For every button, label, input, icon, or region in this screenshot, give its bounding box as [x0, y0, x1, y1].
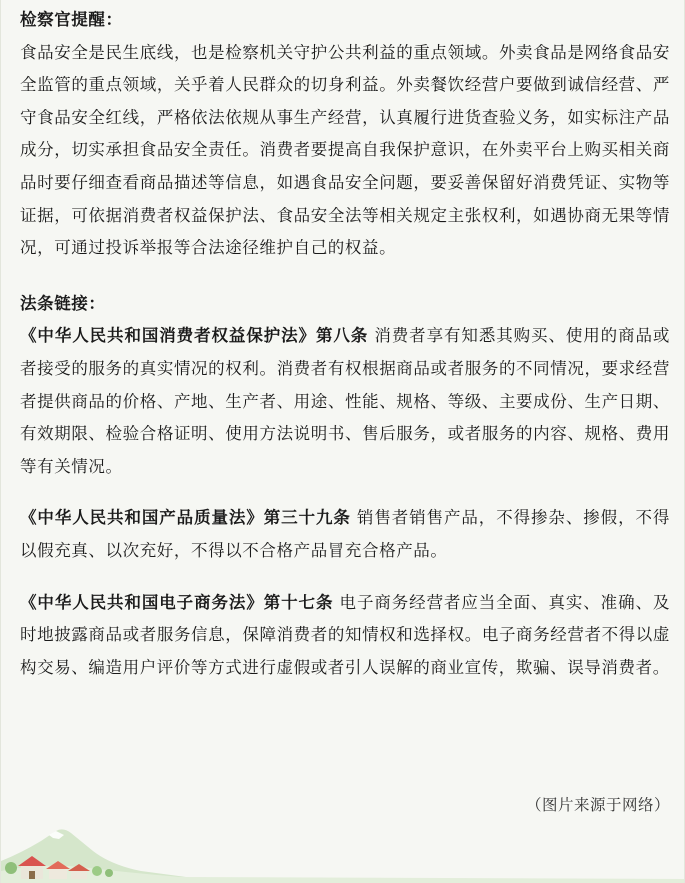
spacer: [20, 265, 670, 288]
law-text: 电子商务经营者应当全面、真实、准确、及时地披露商品或者服务信息，保障消费者的知情权和选择权。电子商务经营者不得以虚构交易、编造用户评价等方式进行虚假或者引人误解的商业宣传，欺骗、误导消费者。: [20, 592, 670, 677]
spacer: [20, 483, 670, 502]
reminder-paragraph: 食品安全是民生底线，也是检察机关守护公共利益的重点领域。外卖食品是网络食品安全监管的重点领域，关乎着人民群众的切身利益。外卖餐饮经营户要做到诚信经营、严守食品安全红线，严格依法依规从事生产经营，认真履行进货查验义务，如实标注产品成分，切实承担食品安全责任。消费者要提高自我保护意识，在外卖平台上购买相关商品时要仔细查看商品描述等信息，如遇食品安全问题，要妥善保留好消费凭证、实物等证据，可依据消费者权益保护法、食品安全法等相关规定主张权利，如遇协商无果等情况，可通过投诉举报等合法途径维护自己的权益。: [20, 42, 670, 258]
law-title: 《中华人民共和国电子商务法》第十七条: [20, 592, 334, 612]
law-title: 《中华人民共和国产品质量法》第三十九条: [20, 508, 351, 528]
article-body: [20, 4, 671, 814]
law-item-consumer-rights: [20, 320, 670, 483]
reminder-heading: 检察官提醒：: [20, 10, 123, 29]
law-title: 《中华人民共和国消费者权益保护法》第八条: [20, 326, 369, 346]
laws-heading: 法条链接：: [20, 293, 106, 313]
image-source-caption: （图片来源于网络）: [525, 796, 670, 814]
village-landscape-illustration: [1, 813, 685, 883]
law-text: 消费者享有知悉其购买、使用的商品或者接受的服务的真实情况的权利。消费者有权根据商品或者服务的不同情况，要求经营者提供商品的价格、产地、生产者、用途、性能、规格、等级、主要成份、生产日期、有效期限、检验合格证明、使用方法说明书、售后服务，或者服务的内容、规格、费用等有关情况。: [20, 326, 671, 476]
law-item-e-commerce: [20, 587, 670, 685]
law-item-product-quality: [20, 502, 670, 567]
spacer: [20, 568, 670, 587]
law-text: 销售者销售产品，不得掺杂、掺假，不得以假充真、以次充好，不得以不合格产品冒充合格产品。: [20, 508, 670, 560]
